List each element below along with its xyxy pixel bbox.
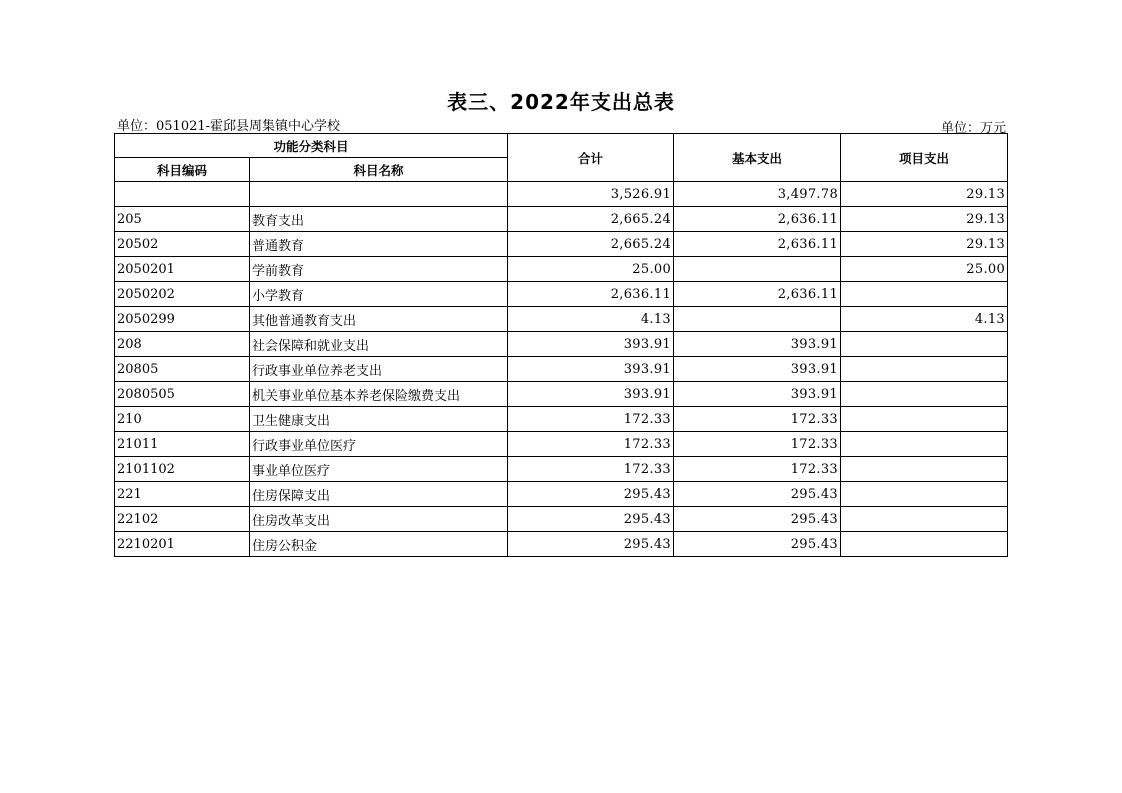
cell-code: 2210201	[115, 532, 250, 557]
cell-basic: 295.43	[674, 507, 841, 532]
expenditure-table	[114, 133, 1008, 557]
table-row	[115, 182, 1008, 207]
table-row	[115, 332, 1008, 357]
cell-name: 事业单位医疗	[250, 457, 508, 482]
cell-project	[841, 507, 1008, 532]
cell-basic: 393.91	[674, 357, 841, 382]
cell-project	[841, 282, 1008, 307]
header-func-group: 功能分类科目	[115, 134, 508, 158]
cell-code: 22102	[115, 507, 250, 532]
cell-name: 住房保障支出	[250, 482, 508, 507]
cell-total: 2,665.24	[508, 232, 674, 257]
cell-basic: 295.43	[674, 482, 841, 507]
cell-project	[841, 457, 1008, 482]
header-name: 科目名称	[250, 158, 508, 182]
cell-name: 社会保障和就业支出	[250, 332, 508, 357]
cell-code: 21011	[115, 432, 250, 457]
cell-code: 210	[115, 407, 250, 432]
cell-code: 20502	[115, 232, 250, 257]
cell-project	[841, 482, 1008, 507]
table-row	[115, 232, 1008, 257]
table-row	[115, 482, 1008, 507]
cell-project: 29.13	[841, 232, 1008, 257]
cell-name: 普通教育	[250, 232, 508, 257]
cell-name: 行政事业单位医疗	[250, 432, 508, 457]
cell-name: 住房公积金	[250, 532, 508, 557]
cell-code: 221	[115, 482, 250, 507]
cell-total: 2,665.24	[508, 207, 674, 232]
table-row	[115, 257, 1008, 282]
table-row	[115, 532, 1008, 557]
cell-project: 29.13	[841, 182, 1008, 207]
table-row	[115, 207, 1008, 232]
cell-project	[841, 382, 1008, 407]
cell-name: 行政事业单位养老支出	[250, 357, 508, 382]
cell-project: 4.13	[841, 307, 1008, 332]
cell-total: 295.43	[508, 532, 674, 557]
cell-name: 小学教育	[250, 282, 508, 307]
cell-code: 205	[115, 207, 250, 232]
cell-project: 29.13	[841, 207, 1008, 232]
cell-total: 3,526.91	[508, 182, 674, 207]
cell-code: 208	[115, 332, 250, 357]
page-title: 表三、2022年支出总表	[447, 90, 675, 114]
cell-total: 393.91	[508, 382, 674, 407]
cell-name: 卫生健康支出	[250, 407, 508, 432]
cell-total: 295.43	[508, 507, 674, 532]
cell-code: 2050299	[115, 307, 250, 332]
table-row	[115, 457, 1008, 482]
cell-name: 学前教育	[250, 257, 508, 282]
cell-basic: 2,636.11	[674, 207, 841, 232]
table-row	[115, 432, 1008, 457]
cell-basic: 2,636.11	[674, 232, 841, 257]
cell-code: 2050202	[115, 282, 250, 307]
cell-name	[250, 182, 508, 207]
cell-name: 住房改革支出	[250, 507, 508, 532]
cell-basic: 295.43	[674, 532, 841, 557]
cell-basic: 2,636.11	[674, 282, 841, 307]
cell-code: 2101102	[115, 457, 250, 482]
unit-currency-label: 单位：万元	[940, 121, 1006, 136]
table-row	[115, 407, 1008, 432]
table-row	[115, 382, 1008, 407]
cell-project	[841, 432, 1008, 457]
cell-basic: 3,497.78	[674, 182, 841, 207]
cell-basic: 393.91	[674, 382, 841, 407]
cell-basic	[674, 307, 841, 332]
cell-total: 393.91	[508, 357, 674, 382]
cell-total: 25.00	[508, 257, 674, 282]
cell-name: 机关事业单位基本养老保险缴费支出	[250, 382, 508, 407]
cell-project	[841, 407, 1008, 432]
cell-project	[841, 532, 1008, 557]
cell-basic: 172.33	[674, 432, 841, 457]
table-row	[115, 507, 1008, 532]
cell-total: 393.91	[508, 332, 674, 357]
cell-project	[841, 357, 1008, 382]
header-code: 科目编码	[115, 158, 250, 182]
cell-basic: 172.33	[674, 407, 841, 432]
cell-project: 25.00	[841, 257, 1008, 282]
cell-basic: 172.33	[674, 457, 841, 482]
table-body	[115, 182, 1008, 557]
header-basic: 基本支出	[674, 134, 841, 182]
cell-total: 172.33	[508, 407, 674, 432]
table-row	[115, 282, 1008, 307]
cell-code: 20805	[115, 357, 250, 382]
cell-name: 其他普通教育支出	[250, 307, 508, 332]
header-project: 项目支出	[841, 134, 1008, 182]
cell-total: 4.13	[508, 307, 674, 332]
cell-total: 172.33	[508, 457, 674, 482]
cell-total: 2,636.11	[508, 282, 674, 307]
cell-code: 2080505	[115, 382, 250, 407]
table-row	[115, 357, 1008, 382]
cell-basic: 393.91	[674, 332, 841, 357]
cell-code: 2050201	[115, 257, 250, 282]
cell-total: 172.33	[508, 432, 674, 457]
header-total: 合计	[508, 134, 674, 182]
cell-code	[115, 182, 250, 207]
cell-name: 教育支出	[250, 207, 508, 232]
cell-project	[841, 332, 1008, 357]
unit-organization-label: 单位：051021-霍邱县周集镇中心学校	[117, 119, 341, 134]
table-row	[115, 307, 1008, 332]
cell-total: 295.43	[508, 482, 674, 507]
header-row-1	[115, 134, 1008, 158]
cell-basic	[674, 257, 841, 282]
